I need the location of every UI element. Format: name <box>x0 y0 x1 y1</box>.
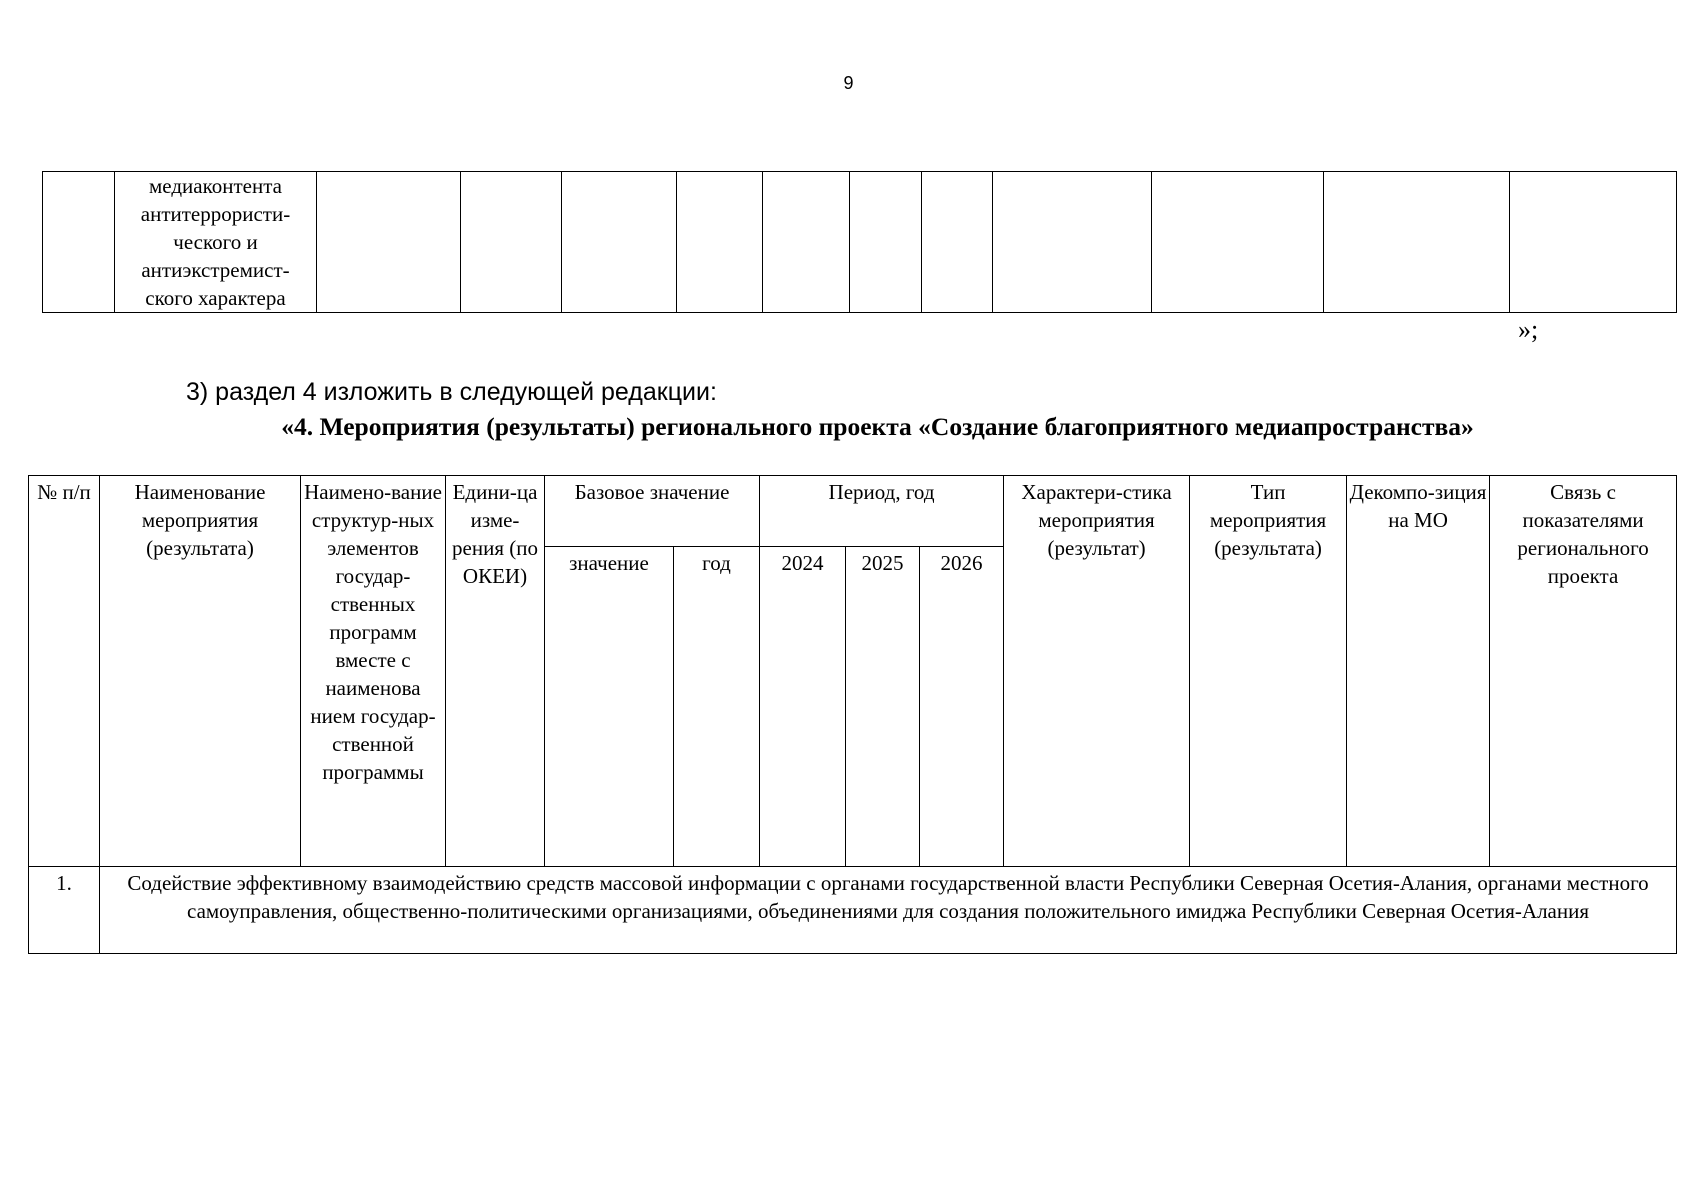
item-line: антиэкстремист- <box>141 258 290 282</box>
page-number: 9 <box>843 73 854 93</box>
header-year-2025: 2025 <box>846 547 920 867</box>
header-type: Тип мероприятия (результата) <box>1190 476 1347 867</box>
header-structural-elements: Наимено-вание структур-ных элементов государ-ственных программ вместе с наименова нием государ-ственной программы <box>301 476 446 867</box>
header-num: № п/п <box>29 476 100 867</box>
table-cell <box>993 172 1152 313</box>
header-period: Период, год <box>760 476 1004 547</box>
continuation-table <box>42 171 1677 313</box>
header-decomposition: Декомпо-зиция на МО <box>1347 476 1490 867</box>
header-base-value: Базовое значение <box>545 476 760 547</box>
item-line: ческого и <box>173 230 258 254</box>
table-cell <box>562 172 677 313</box>
task-description: Содействие эффективному взаимодействию средств массовой информации с органами государственной власти Республики Северная Осетия-Алания, органами местного самоуправления, общественно-политическими организациями, объединениями для создания положительного имиджа Республики Северная Осетия-Алания <box>100 867 1677 954</box>
table-cell <box>1152 172 1324 313</box>
header-base-value-value: значение <box>545 547 674 867</box>
table-cell <box>461 172 562 313</box>
table-cell <box>763 172 850 313</box>
header-row <box>29 476 1677 547</box>
table-cell <box>850 172 922 313</box>
activities-table <box>28 475 1677 954</box>
continuation-item-name <box>115 172 317 313</box>
item-line: медиаконтента <box>149 174 282 198</box>
item-line: антитеррористи- <box>140 202 291 226</box>
header-year-2024: 2024 <box>760 547 846 867</box>
table-cell <box>1324 172 1510 313</box>
amendment-instruction: 3) раздел 4 изложить в следующей редакции: <box>186 378 717 406</box>
table-row <box>29 867 1677 954</box>
table-cell <box>922 172 993 313</box>
closing-quote: »; <box>1518 315 1539 344</box>
header-base-value-year: год <box>674 547 760 867</box>
table-cell <box>677 172 763 313</box>
header-unit: Едини-ца изме-рения (по ОКЕИ) <box>446 476 545 867</box>
header-characteristic: Характери-стика мероприятия (результат) <box>1004 476 1190 867</box>
table-cell <box>317 172 461 313</box>
table-cell <box>1510 172 1677 313</box>
item-line: ского характера <box>145 286 286 310</box>
table-cell <box>43 172 115 313</box>
header-year-2026: 2026 <box>920 547 1004 867</box>
section-heading: «4. Мероприятия (результаты) регионального проекта «Создание благоприятного медиапространства» <box>281 412 1474 441</box>
header-activity-name: Наименование мероприятия (результата) <box>100 476 301 867</box>
row-number: 1. <box>29 867 100 954</box>
continuation-row <box>43 172 1677 313</box>
header-link: Связь с показателями регионального проекта <box>1490 476 1677 867</box>
